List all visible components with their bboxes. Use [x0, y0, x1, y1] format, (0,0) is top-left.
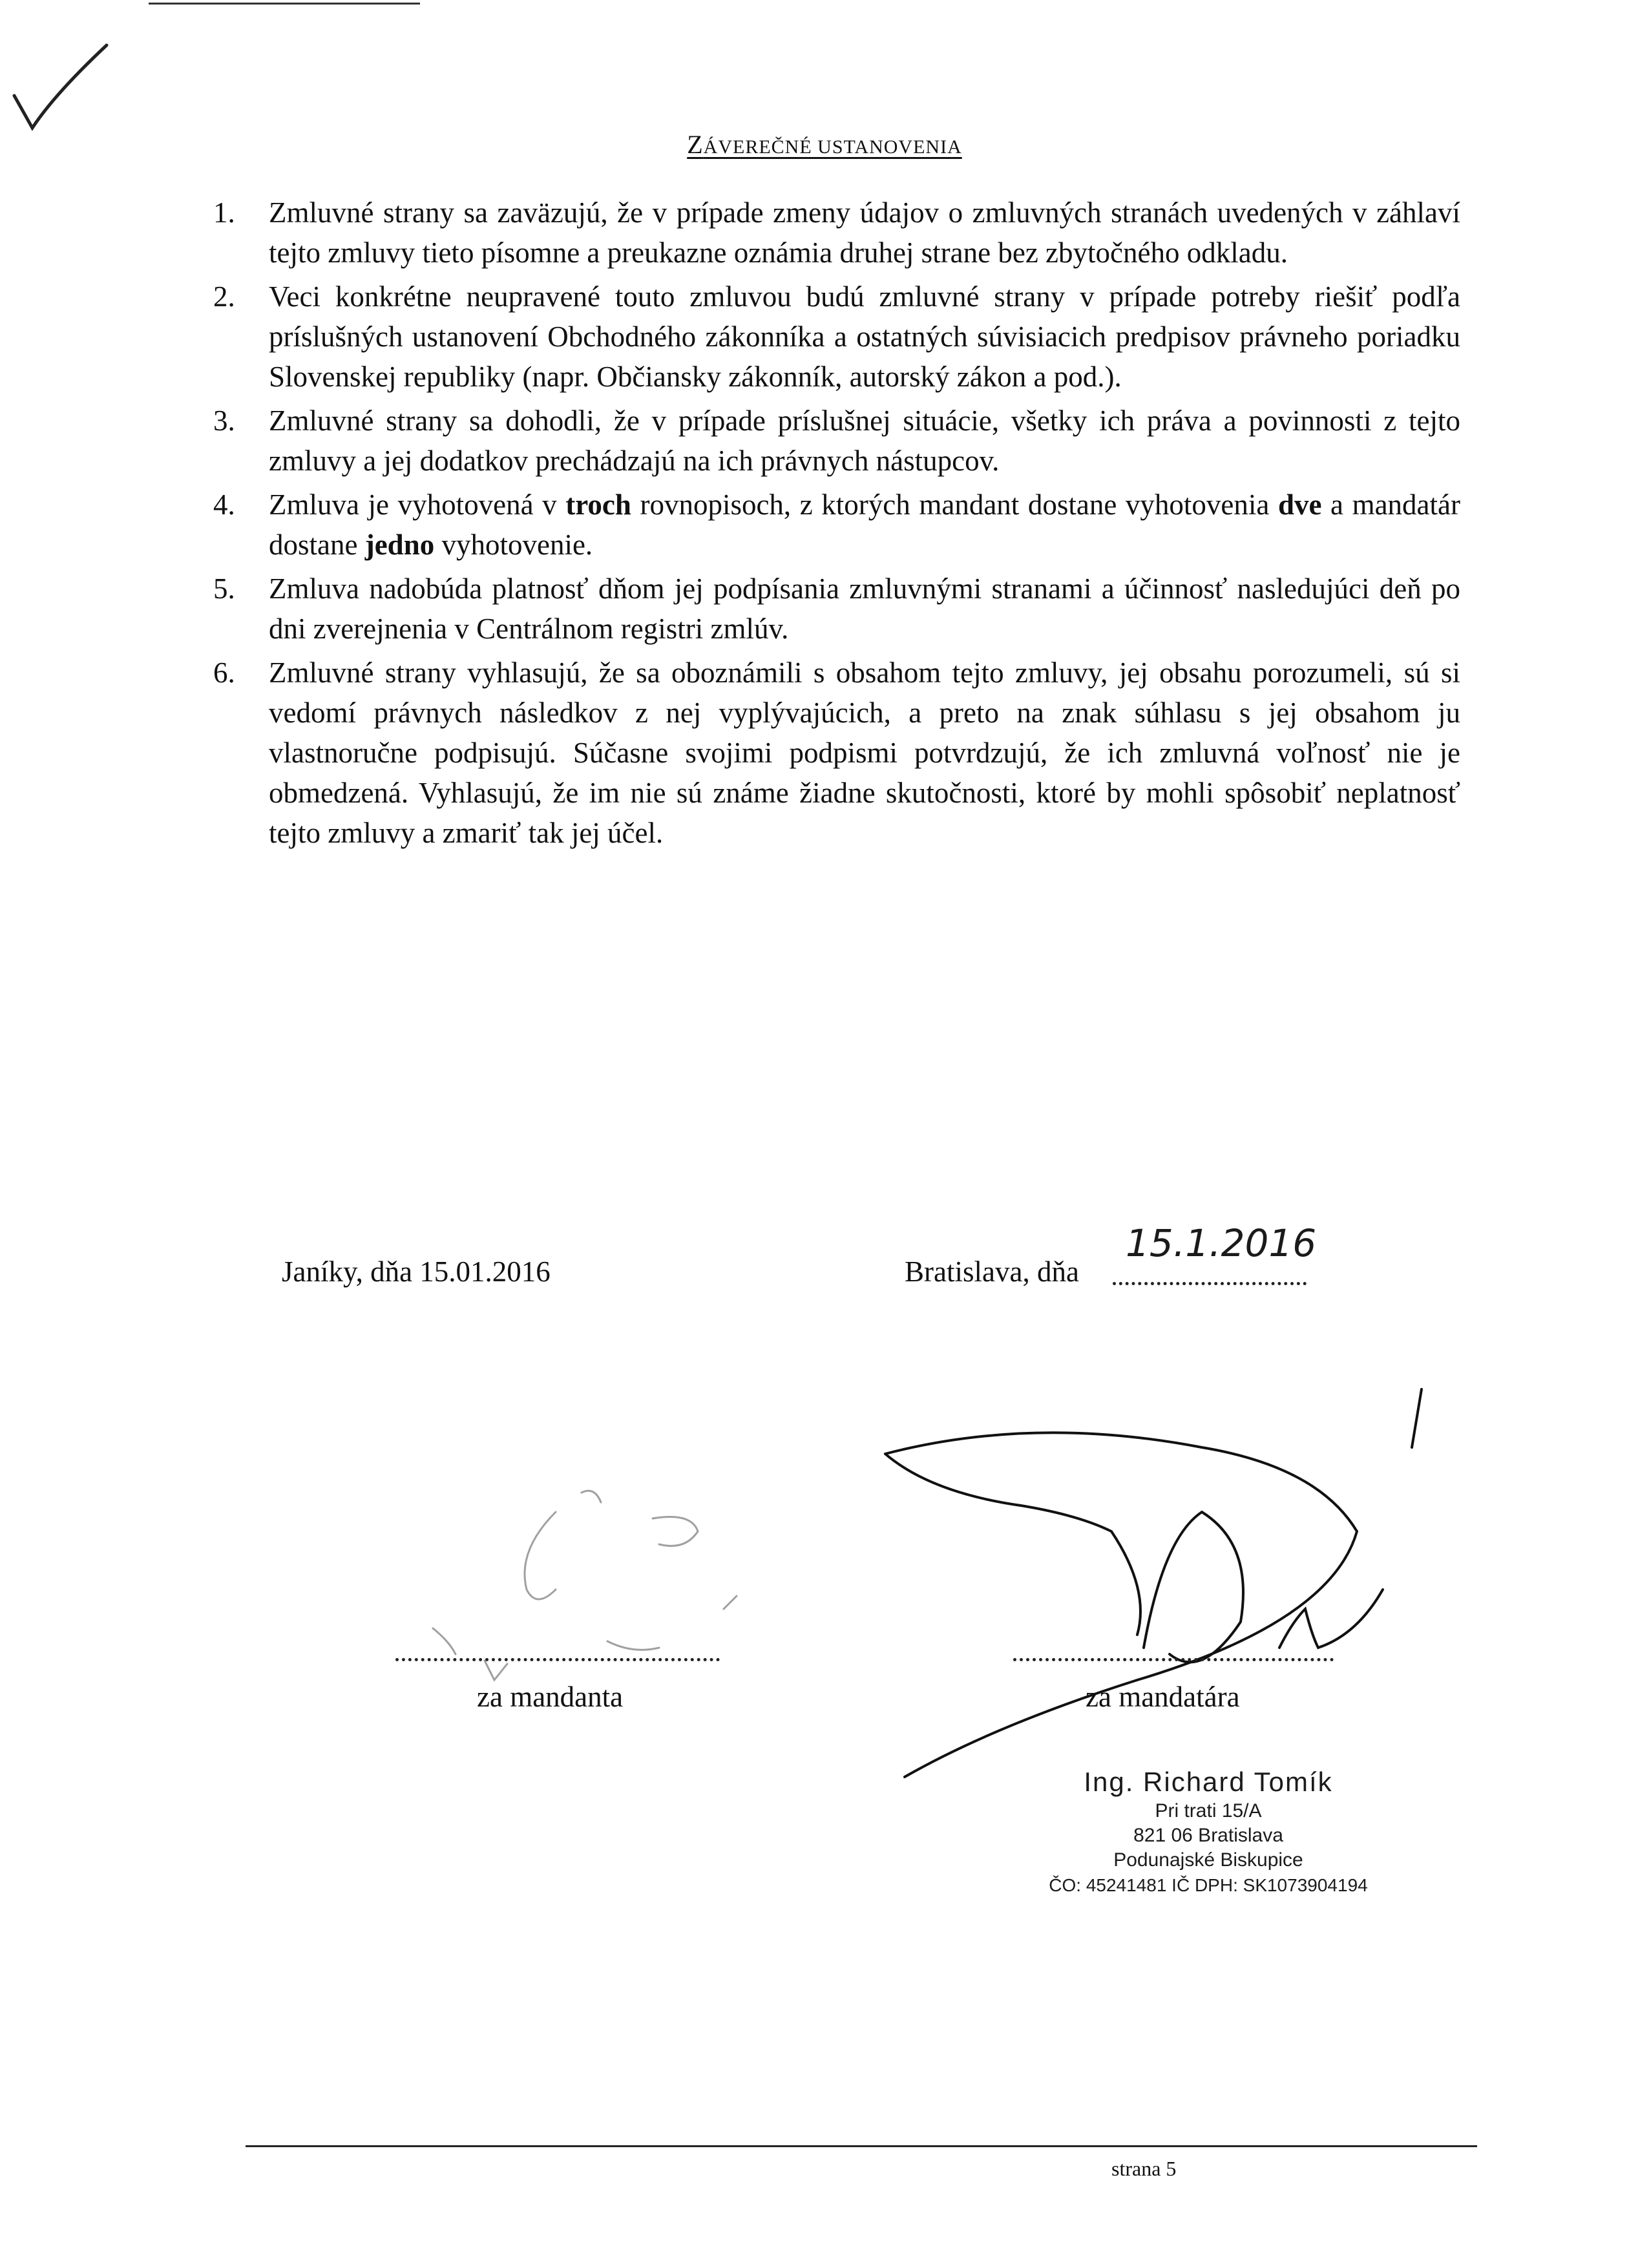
page-number: strana 5	[1111, 2157, 1177, 2180]
mandatary-signature	[866, 1376, 1486, 1790]
faint-stamp-mark	[388, 1396, 853, 1719]
right-signature-line	[1013, 1658, 1334, 1661]
clause-number: 5.	[213, 572, 235, 605]
clause-text-part: a mandatár dostane	[269, 488, 1460, 561]
clause-3	[213, 401, 1460, 481]
clause-bold-count: jedno	[364, 529, 435, 561]
clause-text-part: Zmluva je vyhotovená v	[269, 488, 566, 521]
stamp-ids: ČO: 45241481 IČ DPH: SK1073904194	[1049, 1875, 1368, 1895]
clause-4	[213, 485, 1460, 565]
clause-text-part: rovnopisoch, z ktorých mandant dostane vyhotovenia	[631, 488, 1278, 521]
clause-5	[213, 569, 1460, 649]
right-place-label: Bratislava, dňa	[905, 1255, 1079, 1288]
clause-list	[213, 193, 1460, 857]
stamp-name: Ing. Richard Tomík	[1084, 1767, 1333, 1797]
clause-number: 2.	[213, 280, 235, 313]
clause-bold-count: troch	[565, 488, 631, 521]
stamp-street: Pri trati 15/A	[1155, 1800, 1262, 1822]
clause-number: 1.	[213, 196, 235, 229]
stamp-city: 821 06 Bratislava	[1133, 1825, 1283, 1846]
section-heading	[0, 129, 1649, 160]
clause-text-part: vyhotovenie.	[434, 529, 593, 561]
clause-6	[213, 653, 1460, 853]
left-place-date: Janíky, dňa 15.01.2016	[282, 1255, 551, 1288]
mandatary-label: za mandatára	[1086, 1681, 1240, 1713]
clause-number: 4.	[213, 488, 235, 521]
clause-number: 6.	[213, 656, 235, 689]
date-dotted-line	[1113, 1269, 1307, 1285]
clause-text: Zmluvné strany sa zaväzujú, že v prípade zmeny údajov o zmluvných stranách uvedených v záhlaví tejto zmluvy tieto písomne a preukazne oznámia druhej strane bez zbytočného odkladu.	[269, 196, 1460, 269]
clause-text: Zmluva nadobúda platnosť dňom jej podpísania zmluvnými stranami a účinnosť nasledujúci deň po dni zverejnenia v Centrálnom registri zmlúv.	[269, 572, 1460, 645]
company-stamp	[1027, 1765, 1389, 1898]
clause-1	[213, 193, 1460, 273]
clause-text: Zmluvné strany sa dohodli, že v prípade príslušnej situácie, všetky ich práva a povinnosti z tejto zmluvy a jej dodatkov prechádzajú na ich právnych nástupcov.	[269, 404, 1460, 477]
handwritten-date	[1113, 1216, 1319, 1268]
left-signature-line	[395, 1658, 720, 1661]
stamp-district: Podunajské Biskupice	[1113, 1849, 1303, 1871]
clause-2	[213, 277, 1460, 397]
footer-rule	[246, 2145, 1477, 2147]
clause-text	[269, 485, 1460, 565]
heading-rest: ÁVEREČNÉ USTANOVENIA	[703, 136, 962, 158]
clause-text: Veci konkrétne neupravené touto zmluvou budú zmluvné strany v prípade potreby riešiť podľa príslušných ustanovení Obchodného zákonníka a ostatných súvisiacich predpisov právneho poriadku Slovenskej republiky (napr. Občiansky zákonník, autorský zákon a pod.).	[269, 280, 1460, 393]
handwritten-date-text: 15.1.2016	[1126, 1221, 1317, 1265]
top-rule	[149, 3, 420, 5]
heading-initial: Z	[687, 130, 704, 159]
clause-bold-count: dve	[1277, 488, 1322, 521]
clause-number: 3.	[213, 404, 235, 437]
mandant-label: za mandanta	[477, 1681, 624, 1713]
clause-text: Zmluvné strany vyhlasujú, že sa oboznámili s obsahom tejto zmluvy, jej obsahu porozumeli, sú si vedomí právnych následkov z nej vyplývajúcich, a preto na znak súhlasu s jej obsahom ju vlastnoručne podpisujú. Súčasne svojimi podpismi potvrdzujú, že ich zmluvná voľnosť nie je obmedzená. Vyhlasujú, že im nie sú známe žiadne skutočnosti, ktoré by mohli spôsobiť neplatnosť tejto zmluvy a zmariť tak jej účel.	[269, 656, 1460, 849]
